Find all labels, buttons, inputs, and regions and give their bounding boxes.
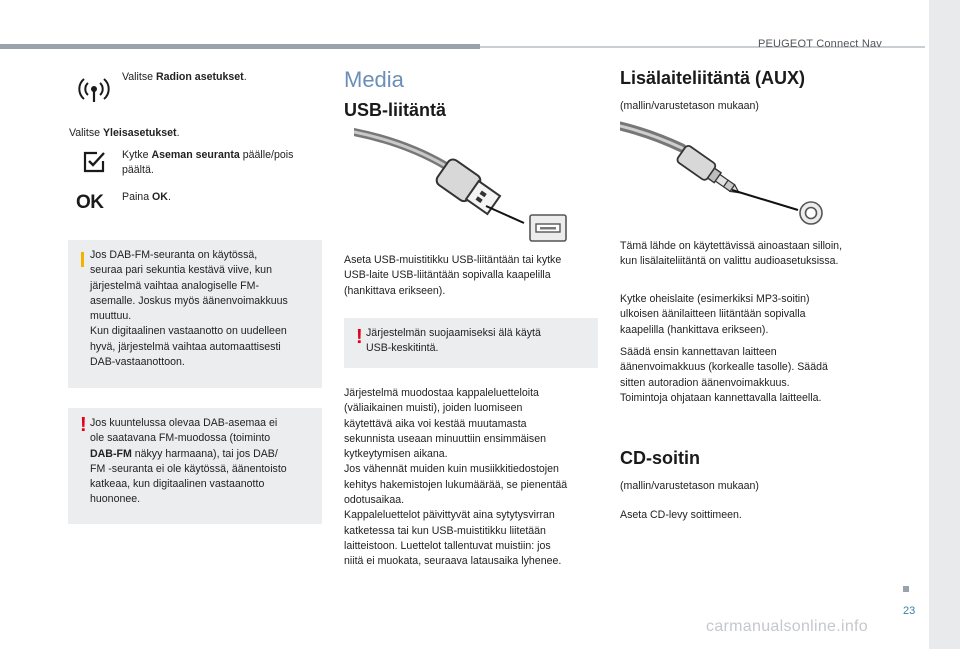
usb-paragraph: Aseta USB-muistitikku USB-liitäntään tai kytke USB-laite USB-liitäntään sopivalla kaapelilla (hankittava erikseen). (344, 254, 562, 297)
warning-text: Jos kuuntelussa olevaa DAB-asemaa ei ole saatavana FM-muodossa (toiminto DAB-FM näkyy harmaana), tai jos DAB/ FM -seuranta ei ole käytössä, äänentoisto katkeaa, kun digitaalinen vastaanotto huononee. (90, 417, 287, 506)
checkbox-icon (82, 150, 106, 174)
aux-paragraph-2: Kytke oheislaite (esimerkiksi MP3-soitin) ulkoisen äänilaitteen liitäntään sopivalla kaapelilla (hankittava erikseen). (620, 293, 810, 336)
page-number: 23 (903, 605, 916, 617)
page-header: PEUGEOT Connect Nav (757, 38, 882, 50)
ok-icon: OK (76, 192, 104, 213)
step-station-tracking: Kytke Aseman seuranta päälle/pois päältä. (122, 149, 294, 177)
aux-availability-note: (mallin/varustetason mukaan) (620, 100, 759, 112)
aux-paragraph-1: Tämä lähde on käytettävissä ainoastaan silloin, kun lisälaiteliitäntä on valittu audioasetuksissa. (620, 240, 843, 268)
warning-box-usb-hub (344, 318, 598, 368)
cd-paragraph: Aseta CD-levy soittimeen. (620, 509, 742, 521)
warning-icon: ! (80, 414, 87, 436)
playlist-paragraph: Järjestelmä muodostaa kappaleluetteloita (väliaikainen muisti), joiden luomiseen käytettävä aika voi kestää muutamasta sekunnista useaan minuuttiin ensimmäisen kytkeytymisen aikana. Jos vähennät muiden kuin musiikkitiedostojen kehitys hakemistojen lukumäärää, se pienentää odotusaikaa. Kappaleluettelot päivittyvät aina sytytysvirran katketessa tai kun USB-muistitikku liitetään laitteistoon. Luettelot tallentuvat muistiin: jos niitä ei muokata, seuraava latausaika lyhenee. (344, 387, 568, 568)
info-icon (81, 252, 84, 267)
aux-heading: Lisälaiteliitäntä (AUX) (620, 68, 806, 88)
side-strip (929, 0, 960, 649)
usb-heading: USB-liitäntä (344, 100, 447, 120)
step-press-ok: Paina OK. (122, 191, 171, 203)
usb-plug-illustration (354, 128, 574, 246)
top-rule-left (0, 44, 480, 49)
warning-box-dab (68, 408, 322, 524)
info-text: Jos DAB-FM-seuranta on käytössä, seuraa pari sekuntia kestävä viive, kun järjestelmä vaihtaa analogiselle FM- asemalle. Joskus myös äänenvoimakkuus muuttuu. Kun digitaalinen vastaanotto on uudelleen hyvä, järjestelmä vaihtaa automaattisesti DAB-vastaanottoon. (90, 249, 288, 369)
aux-paragraph-3: Säädä ensin kannettavan laitteen äänenvoimakkuus (korkealle tasolle). Säädä sitten autoradion äänenvoimakkuus. Toimintoja ohjataan kannettavalla laitteella. (620, 346, 828, 404)
warning-text-usb: Järjestelmän suojaamiseksi älä käytä USB-keskitintä. (366, 327, 541, 355)
cd-availability-note: (mallin/varustetason mukaan) (620, 480, 759, 492)
aux-jack-illustration (620, 120, 830, 230)
info-box-dab-fm (68, 240, 322, 388)
section-title-media: Media (344, 67, 404, 92)
cd-heading: CD-soitin (620, 448, 700, 468)
watermark: carmanualsonline.info (706, 618, 868, 635)
warning-icon-usb: ! (356, 326, 363, 348)
step-general-settings: Valitse Yleisasetukset. (69, 127, 180, 139)
step-radio-settings: Valitse Radion asetukset. (122, 71, 247, 83)
page-marker (903, 586, 909, 592)
radio-settings-icon (78, 72, 110, 104)
